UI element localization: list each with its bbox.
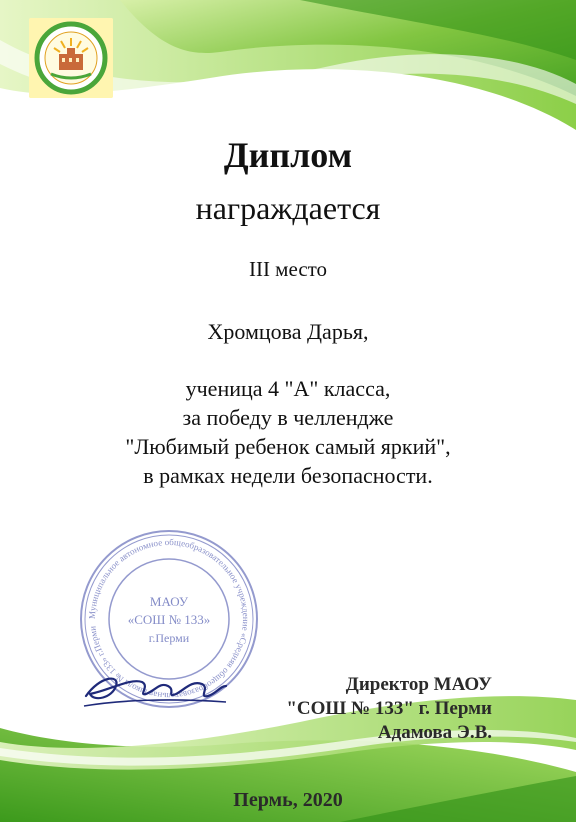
- description-line: "Любимый ребенок самый яркий",: [125, 434, 451, 459]
- school-logo: [29, 18, 113, 98]
- recipient-name: Хромцова Дарья,: [207, 319, 369, 344]
- description-line: за победу в челлендже: [182, 405, 394, 430]
- signatory-line: Директор МАОУ: [345, 674, 492, 695]
- place-and-year: Пермь, 2020: [233, 789, 343, 811]
- stamp-line: «СОШ № 133»: [127, 612, 211, 627]
- place-label: III место: [248, 257, 328, 281]
- signatory-line: "СОШ № 133" г. Перми: [286, 698, 492, 719]
- stamp-line: МАОУ: [149, 594, 189, 609]
- signatory-line: Адамова Э.В.: [377, 722, 492, 743]
- handwritten-signature: [80, 656, 230, 716]
- diploma-title: Диплом: [223, 135, 353, 175]
- signatory-block: [250, 673, 492, 745]
- award-description: [0, 374, 576, 490]
- description-line: ученица 4 "А" класса,: [185, 376, 391, 401]
- description-line: в рамках недели безопасности.: [143, 463, 433, 488]
- award-subtitle: награждается: [195, 190, 381, 226]
- stamp-line: г.Перми: [148, 631, 190, 645]
- stamp-ring-text: Муниципальное автономное общеобразовательное учреждение «Средняя общеобразовательная школа № 133» г.Перми: [86, 536, 252, 702]
